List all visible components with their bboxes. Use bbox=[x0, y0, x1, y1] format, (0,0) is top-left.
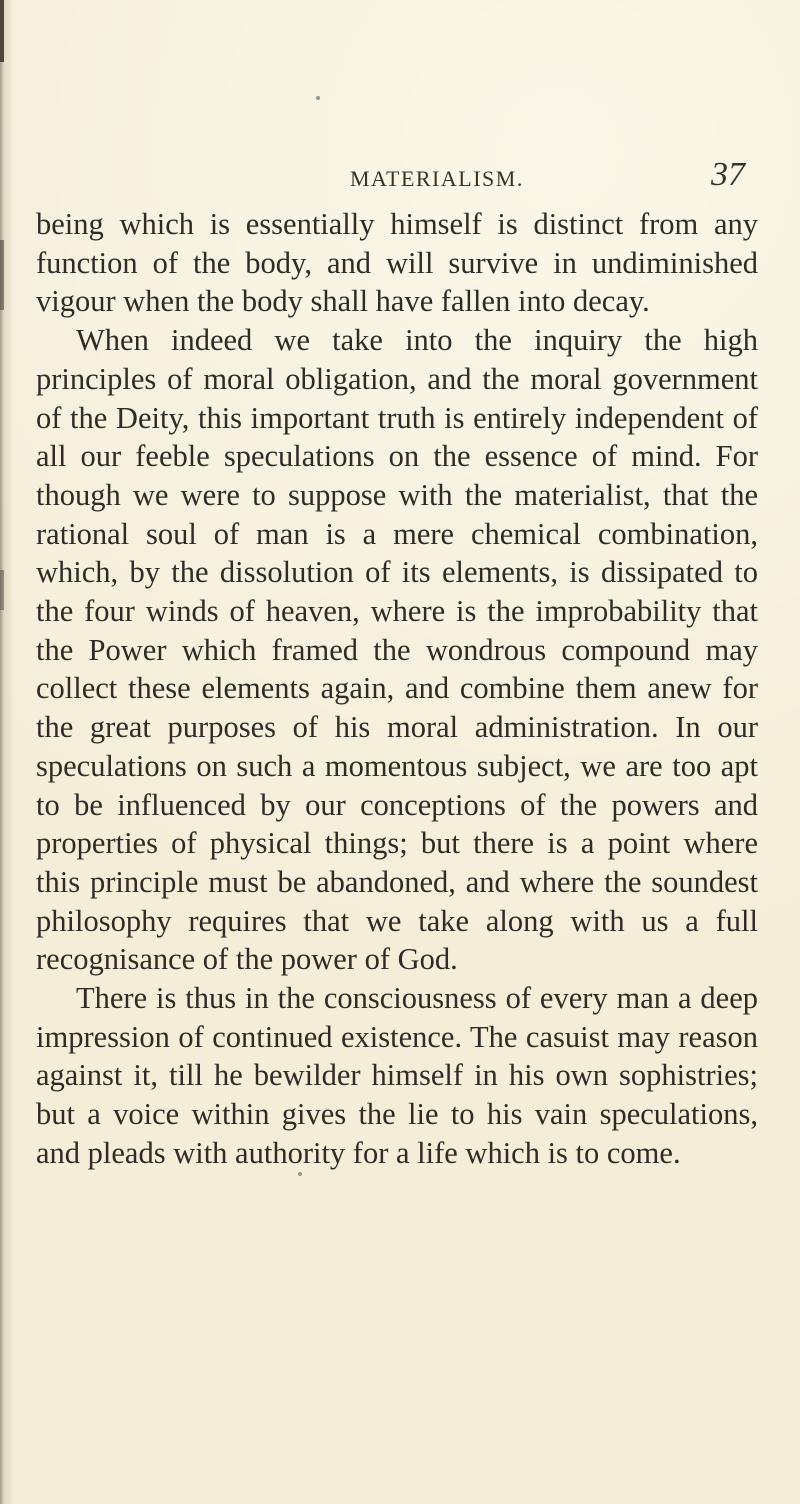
running-head: MATERIALISM. bbox=[350, 166, 524, 191]
paragraph-3: There is thus in the consciousness of every man a deep impression of continued existence. The casuist may reason against it, till he bewilder himself in his own sophistries; but a voice within gives the lie to his vain speculations, and pleads with authority for a life which is to come. bbox=[36, 981, 758, 1170]
body-text bbox=[36, 205, 758, 1173]
paper-speck bbox=[298, 1172, 302, 1176]
paragraph-1: being which is essentially himself is distinct from any function of the body, and will survive in undiminished vigour when the body shall have fallen into decay. bbox=[36, 207, 758, 319]
page-edge-shadow bbox=[0, 570, 4, 610]
paper-speck bbox=[316, 96, 320, 100]
page-header bbox=[0, 156, 800, 196]
paragraph-2: When indeed we take into the inquiry the high principles of moral obligation, and the moral government of the Deity, this important truth is entirely independent of all our feeble speculations on the essence of mind. For though we were to suppose with the materialist, that the rational soul of man is a mere chemical combination, which, by the dissolution of its elements, is dissipated to the four winds of heaven, where is the improbability that the Power which framed the wondrous compound may collect these elements again, and combine them anew for the great purposes of his moral administration. In our speculations on such a momentous subject, we are too apt to be influenced by our conceptions of the powers and properties of physical things; but there is a point where this principle must be abandoned, and where the soundest philosophy requires that we take along with us a full recognisance of the power of God. bbox=[36, 323, 758, 977]
page-number: 37 bbox=[711, 156, 745, 193]
page-edge-shadow bbox=[0, 240, 4, 310]
page-edge-shadow bbox=[0, 0, 4, 62]
